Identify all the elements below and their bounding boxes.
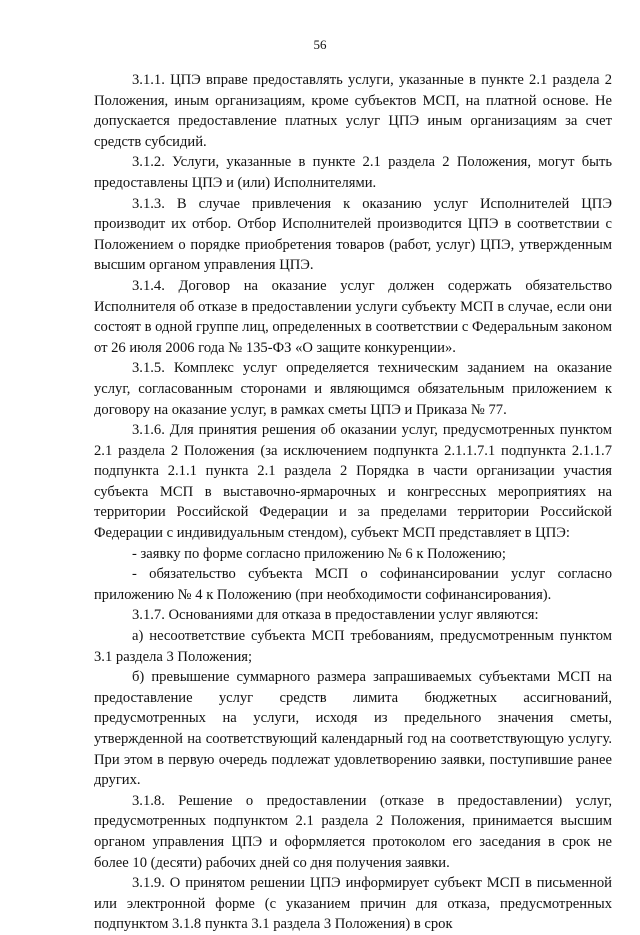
list-item-application: - заявку по форме согласно приложению № 6 к Положению; xyxy=(132,545,506,562)
paragraph-3-1-5: 3.1.5. Комплекс услуг определяется техническим заданием на оказание услуг, согласованным сторонами и являющимся обязательным приложением к договору на оказание услуг, в рамках сметы ЦПЭ и Приказа № 77. xyxy=(94,360,612,418)
paragraph-3-1-6: 3.1.6. Для принятия решения об оказании услуг, предусмотренных пунктом 2.1 раздела 2 Положения (за исключением подпункта 2.1.1.7.1 подпункта 2.1.1.7 подпункта 2.1.1 пункта 2.1 раздела 2 Порядка в части организации участия субъекта МСП в выставочно-ярмарочных и конгрессных мероприятиях на территории Российской Федерации и за пределами территории Российской Федерации с индивидуальным стендом), субъект МСП представляет в ЦПЭ: xyxy=(94,422,612,542)
document-body xyxy=(94,70,612,935)
paragraph-3-1-9: 3.1.9. О принятом решении ЦПЭ информирует субъект МСП в письменной или электронной форме (с указанием причин для отказа, предусмотренных подпунктом 3.1.8 пункта 3.1 раздела 3 Положения) в срок xyxy=(94,875,612,933)
page-number: 56 xyxy=(313,37,327,52)
list-item-b: б) превышение суммарного размера запрашиваемых субъектами МСП на предоставление услуг средств лимита бюджетных ассигнований, предусмотренных на услуги, исходя из предельного значения сметы, утвержденной на соответствующий календарный год на соответствующую услугу. При этом в первую очередь подлежат удовлетворению заявки, поступившие ранее других. xyxy=(94,669,612,789)
paragraph-3-1-1: 3.1.1. ЦПЭ вправе предоставлять услуги, указанные в пункте 2.1 раздела 2 Положения, иным организациям, кроме субъектов МСП, на платной основе. Не допускается предоставление платных услуг ЦПЭ иным организациям за счет средств субсидий. xyxy=(94,72,612,150)
paragraph-3-1-3: 3.1.3. В случае привлечения к оказанию услуг Исполнителей ЦПЭ производит их отбор. Отбор Исполнителей производится ЦПЭ в соответствии с Положением о порядке приобретения товаров (работ, услуг) ЦПЭ, утвержденным высшим органом управления ЦПЭ. xyxy=(94,195,612,274)
list-item-a: а) несоответствие субъекта МСП требованиям, предусмотренным пунктом 3.1 раздела 3 Положения; xyxy=(94,628,612,665)
paragraph-3-1-7: 3.1.7. Основаниями для отказа в предоставлении услуг являются: xyxy=(132,607,539,624)
paragraph-3-1-4: 3.1.4. Договор на оказание услуг должен содержать обязательство Исполнителя об отказе в предоставлении услуги субъекту МСП в случае, если они состоят в одной группе лиц, определенных в соответствии с Федеральным законом от 26 июля 2006 года № 135-ФЗ «О защите конкуренции». xyxy=(94,277,612,356)
paragraph-3-1-2: 3.1.2. Услуги, указанные в пункте 2.1 раздела 2 Положения, могут быть предоставлены ЦПЭ и (или) Исполнителями. xyxy=(94,154,612,191)
paragraph-3-1-8: 3.1.8. Решение о предоставлении (отказе в предоставлении) услуг, предусмотренных подпунктом 2.1 раздела 2 Положения, принимается высшим органом управления ЦПЭ и оформляется протоколом его заседания в срок не более 10 (десяти) рабочих дней со дня получения заявки. xyxy=(94,792,612,871)
list-item-obligation: - обязательство субъекта МСП о софинансировании услуг согласно приложению № 4 к Положению (при необходимости софинансирования). xyxy=(94,566,612,603)
